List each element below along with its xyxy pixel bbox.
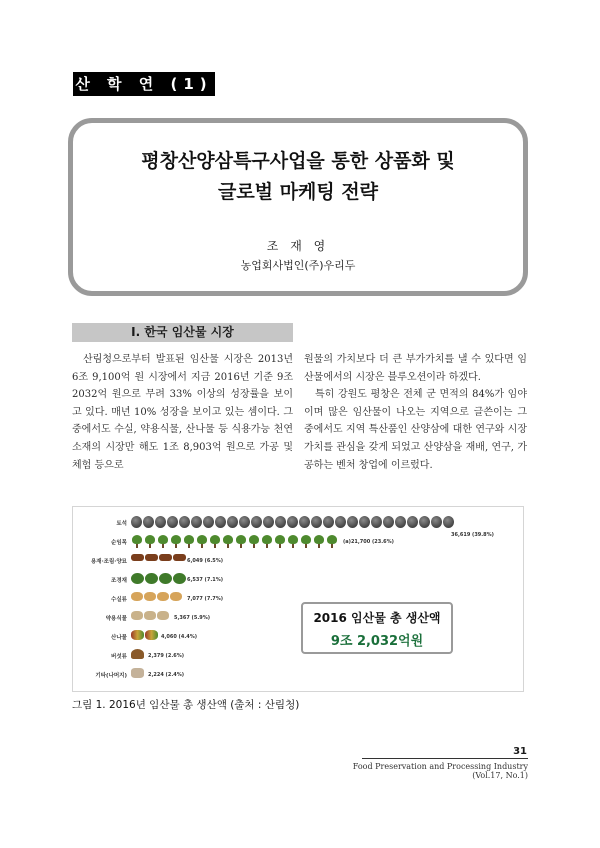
author-affiliation: 농업회사법인(주)우리두: [240, 259, 356, 272]
tree-icon: [209, 535, 221, 548]
article-title-line1: 평창산양삼특구사업을 통한 상품화 및: [141, 150, 455, 172]
nut-icon: [157, 592, 169, 601]
title-box: [68, 118, 528, 296]
figure-row-icons: [131, 668, 144, 678]
bush-icon: [159, 573, 172, 584]
stone-icon: [299, 516, 310, 528]
figure-row-label: 용재·조림·양묘: [90, 559, 127, 565]
body-column-right: [304, 351, 527, 474]
vegetable-icon: [131, 630, 144, 640]
stone-icon: [419, 516, 430, 528]
figure-row-value: 5,367 (5.9%): [174, 615, 210, 621]
stone-icon: [311, 516, 322, 528]
stone-icon: [395, 516, 406, 528]
stone-icon: [371, 516, 382, 528]
page-number: 31: [513, 746, 527, 757]
journal-name: Food Preservation and Processing Industry (Vol.17, No.1): [352, 762, 528, 780]
figure-row-icons: [131, 554, 186, 561]
figure-row-value: 2,224 (2.4%): [148, 672, 184, 678]
log-icon: [131, 554, 144, 561]
total-production-box: [301, 602, 453, 654]
figure-row-value: (a)21,700 (23.6%): [343, 539, 394, 545]
stone-icon: [131, 516, 142, 528]
stone-icon: [143, 516, 154, 528]
stone-icon: [323, 516, 334, 528]
stone-icon: [383, 516, 394, 528]
stone-icon: [443, 516, 454, 528]
mushroom-icon: [131, 649, 144, 659]
figure-row-icons: [131, 535, 338, 548]
figure-row-icons: [131, 592, 182, 601]
bush-icon: [173, 573, 186, 584]
vegetable-icon: [145, 630, 158, 640]
stone-icon: [407, 516, 418, 528]
figure-row-icons: [131, 516, 454, 528]
stone-icon: [251, 516, 262, 528]
tree-icon: [144, 535, 156, 548]
figure-row-label: 토석: [116, 521, 127, 527]
log-icon: [173, 554, 186, 561]
figure-row-label: 산나물: [111, 635, 127, 641]
stone-icon: [347, 516, 358, 528]
bush-icon: [145, 573, 158, 584]
tree-icon: [222, 535, 234, 548]
log-icon: [159, 554, 172, 561]
misc-icon: [131, 668, 144, 678]
herb-icon: [144, 611, 156, 620]
tree-icon: [183, 535, 195, 548]
tree-icon: [248, 535, 260, 548]
log-icon: [145, 554, 158, 561]
nut-icon: [144, 592, 156, 601]
tree-icon: [300, 535, 312, 548]
herb-icon: [131, 611, 143, 620]
stone-icon: [191, 516, 202, 528]
footer-rule: [362, 758, 528, 759]
author-name: 조 재 영: [266, 239, 330, 253]
tree-icon: [235, 535, 247, 548]
body-paragraph: 산림청으로부터 발표된 임산물 시장은 2013년 6조 9,100억 원 시장에서 지금 2016년 기준 9조 2032억 원으로 무려 33% 이상의 성장률을 보이고 있다. 매년 10% 성장을 보이고 있는 셈이다. 그중에서도 수실, 약용식물, 산나물 등 식용가능 천연소재의 시장만 해도 1조 8,903억 원으로 가공 및 체험 등으로: [72, 354, 293, 471]
stone-icon: [287, 516, 298, 528]
stone-icon: [239, 516, 250, 528]
figure-row-label: 기타(나머지): [95, 673, 127, 679]
stone-icon: [167, 516, 178, 528]
bush-icon: [131, 573, 144, 584]
stone-icon: [335, 516, 346, 528]
total-production-title: 2016 임산물 총 생산액: [313, 611, 441, 625]
figure-row-label: 수실류: [111, 597, 127, 603]
stone-icon: [215, 516, 226, 528]
figure-row-icons: [131, 649, 144, 659]
figure-row-value: 2,379 (2.6%): [148, 653, 184, 659]
figure-row-icons: [131, 611, 169, 620]
figure-row-value: 7,077 (7.7%): [187, 596, 223, 602]
figure-row-label: 버섯류: [111, 654, 127, 660]
nut-icon: [170, 592, 182, 601]
figure-row-label: 조경재: [111, 578, 127, 584]
figure-row-icons: [131, 573, 186, 584]
tree-icon: [170, 535, 182, 548]
tree-icon: [131, 535, 143, 548]
tree-icon: [157, 535, 169, 548]
figure-row-icons: [131, 630, 158, 640]
stone-icon: [359, 516, 370, 528]
figure-caption: 그림 1. 2016년 임산물 총 생산액 (출처 : 산림청): [72, 699, 300, 711]
nut-icon: [131, 592, 143, 601]
series-tag: 산 학 연 (1): [73, 72, 215, 96]
figure-row-label: 약용식물: [105, 616, 127, 622]
figure-row-value: 6,537 (7.1%): [187, 577, 223, 583]
body-column-left: [72, 351, 293, 474]
stone-icon: [263, 516, 274, 528]
body-paragraph: 원물의 가치보다 더 큰 부가가치를 낼 수 있다면 임산물에서의 시장은 블루오션이라 하겠다.: [304, 354, 527, 383]
article-title-line2: 글로벌 마케팅 전략: [217, 181, 379, 203]
tree-icon: [196, 535, 208, 548]
tree-icon: [274, 535, 286, 548]
herb-icon: [157, 611, 169, 620]
stone-icon: [179, 516, 190, 528]
stone-icon: [155, 516, 166, 528]
section-heading: Ⅰ. 한국 임산물 시장: [72, 323, 293, 342]
figure-row-label: 순임목: [111, 540, 127, 546]
tree-icon: [326, 535, 338, 548]
stone-icon: [431, 516, 442, 528]
figure-row-value: 6,049 (6.5%): [187, 558, 223, 564]
stone-icon: [275, 516, 286, 528]
figure-row-value: 36,619 (39.8%): [451, 532, 494, 538]
tree-icon: [313, 535, 325, 548]
stone-icon: [227, 516, 238, 528]
tree-icon: [261, 535, 273, 548]
tree-icon: [287, 535, 299, 548]
stone-icon: [203, 516, 214, 528]
body-paragraph: 특히 강원도 평창은 전체 군 면적의 84%가 임야이며 많은 임산물이 나오는 지역으로 글쓴이는 그 중에서도 지역 특산품인 산양삼에 대한 연구와 시장가치를 관심을 갖게 되었고 산양삼을 재배, 연구, 가공하는 벤처 창업에 이르렀다.: [304, 389, 527, 471]
production-figure: [72, 506, 524, 692]
figure-row-value: 4,060 (4.4%): [161, 634, 197, 640]
total-production-value: 9조 2,032억원: [330, 634, 424, 649]
